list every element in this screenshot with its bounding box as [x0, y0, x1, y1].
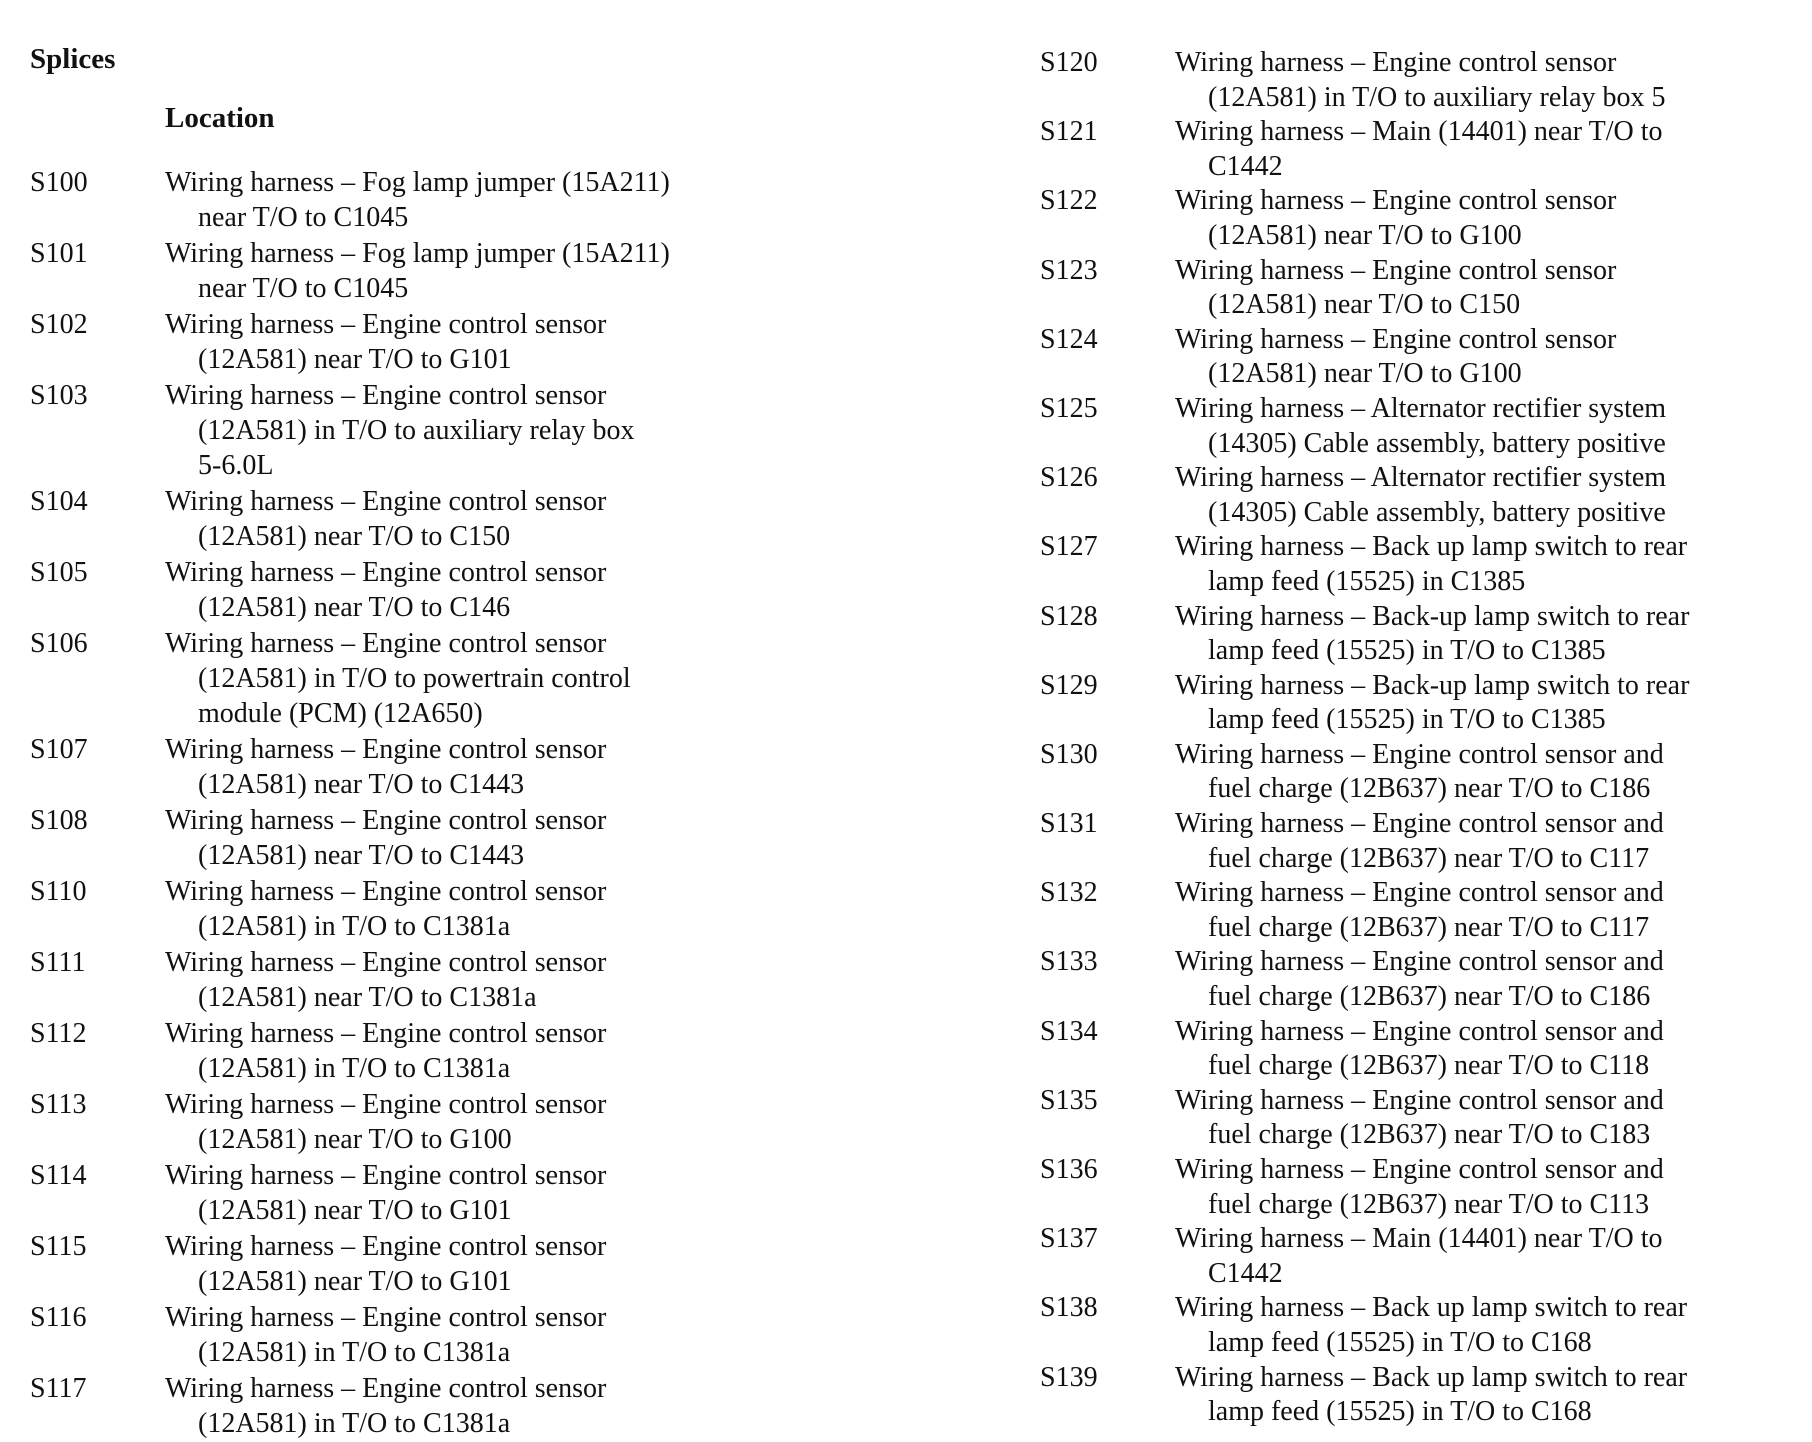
splice-code: S111 [30, 947, 86, 978]
splice-location: Wiring harness – Engine control sensor (12A581) near T/O to G101 [165, 309, 607, 375]
splice-code: S105 [30, 557, 88, 588]
splice-location: Wiring harness – Engine control sensor (12A581) near T/O to C150 [1175, 254, 1617, 321]
splice-entry [1040, 254, 1800, 323]
page-title: Splices [30, 43, 116, 75]
splice-entry [1040, 600, 1800, 669]
splice-code: S104 [30, 486, 88, 517]
splice-entry [1040, 530, 1800, 599]
splice-entry [1040, 461, 1800, 530]
splice-location: Wiring harness – Back up lamp switch to rear lamp feed (15525) in C1385 [1175, 531, 1688, 597]
splice-entry [30, 555, 930, 625]
splice-code: S133 [1040, 946, 1098, 978]
splice-code: S130 [1040, 738, 1098, 770]
splice-location: Wiring harness – Engine control sensor and fuel charge (12B637) near T/O to C186 [1175, 738, 1664, 805]
splice-location: Wiring harness – Engine control sensor (12A581) near T/O to C1381a [165, 947, 607, 1013]
splice-code: S129 [1040, 669, 1098, 701]
splice-code: S107 [30, 734, 88, 765]
splice-location: Wiring harness – Engine control sensor and fuel charge (12B637) near T/O to C186 [1175, 946, 1664, 1013]
splice-entry [30, 307, 930, 377]
left-splice-list [30, 165, 930, 1442]
splice-code: S101 [30, 238, 88, 269]
splice-location: Wiring harness – Engine control sensor (12A581) near T/O to C150 [165, 486, 607, 552]
splice-entry [1040, 738, 1800, 807]
splice-entry [1040, 46, 1800, 115]
splice-entry [30, 1300, 930, 1370]
splice-entry [1040, 1291, 1800, 1360]
splice-location: Wiring harness – Engine control sensor (12A581) near T/O to G100 [165, 1089, 607, 1155]
splice-code: S100 [30, 167, 88, 198]
splice-code: S117 [30, 1373, 87, 1404]
splice-entry [30, 484, 930, 554]
splice-code: S124 [1040, 323, 1098, 355]
splice-location: Wiring harness – Engine control sensor (12A581) near T/O to G101 [165, 1160, 607, 1226]
splice-code: S106 [30, 628, 88, 659]
splice-entry [1040, 392, 1800, 461]
right-splice-list [1040, 46, 1800, 1430]
splice-entry [1040, 1361, 1800, 1430]
splice-entry [30, 1229, 930, 1299]
splice-code: S136 [1040, 1154, 1098, 1185]
splice-location: Wiring harness – Engine control sensor (12A581) near T/O to G101 [165, 1231, 607, 1297]
splice-location: Wiring harness – Back up lamp switch to rear lamp feed (15525) in T/O to C168 [1175, 1292, 1688, 1358]
splice-code: S116 [30, 1302, 87, 1333]
splice-location: Wiring harness – Engine control sensor (12A581) near T/O to C1443 [165, 805, 607, 871]
splice-location: Wiring harness – Engine control sensor (12A581) in T/O to C1381a [165, 876, 607, 942]
splice-code: S126 [1040, 462, 1098, 494]
splice-entry [30, 732, 930, 802]
splice-entry [30, 1371, 930, 1441]
splice-code: S120 [1040, 47, 1098, 78]
splice-location: Wiring harness – Back-up lamp switch to rear lamp feed (15525) in T/O to C1385 [1175, 669, 1690, 736]
splice-code: S110 [30, 876, 87, 907]
splice-location: Wiring harness – Main (14401) near T/O to C1442 [1175, 1223, 1663, 1289]
splice-location: Wiring harness – Engine control sensor (12A581) in T/O to auxiliary relay box 5-6.0L [165, 380, 635, 481]
splice-entry [30, 945, 930, 1015]
splice-location: Wiring harness – Engine control sensor and fuel charge (12B637) near T/O to C117 [1175, 808, 1664, 874]
splice-code: S128 [1040, 600, 1098, 632]
splice-code: S123 [1040, 254, 1098, 286]
splice-location: Wiring harness – Alternator rectifier system (14305) Cable assembly, battery positive [1175, 462, 1667, 528]
splice-entry [30, 626, 930, 731]
splice-code: S134 [1040, 1015, 1098, 1047]
splice-code: S113 [30, 1089, 87, 1120]
splice-entry [1040, 876, 1800, 945]
splice-entry [1040, 1153, 1800, 1222]
splice-entry [1040, 115, 1800, 184]
splice-location: Wiring harness – Engine control sensor (12A581) near T/O to G100 [1175, 323, 1617, 390]
splice-location: Wiring harness – Main (14401) near T/O to C1442 [1175, 116, 1663, 182]
splice-entry [30, 165, 930, 235]
splice-location: Wiring harness – Engine control sensor and fuel charge (12B637) near T/O to C113 [1175, 1154, 1664, 1220]
splice-location: Wiring harness – Engine control sensor (12A581) in T/O to powertrain control module (PCM) (12A650) [165, 628, 631, 729]
splice-code: S115 [30, 1231, 87, 1262]
splice-location: Wiring harness – Engine control sensor (12A581) in T/O to C1381a [165, 1018, 607, 1084]
splice-code: S112 [30, 1018, 87, 1049]
splice-code: S103 [30, 380, 88, 411]
splice-entry [30, 803, 930, 873]
splice-location: Wiring harness – Engine control sensor (12A581) in T/O to C1381a [165, 1373, 607, 1439]
splice-code: S122 [1040, 185, 1098, 217]
splice-location: Wiring harness – Fog lamp jumper (15A211) near T/O to C1045 [165, 238, 670, 304]
splice-location: Wiring harness – Engine control sensor and fuel charge (12B637) near T/O to C118 [1175, 1015, 1664, 1082]
splice-entry [1040, 1015, 1800, 1084]
splice-location: Wiring harness – Alternator rectifier system (14305) Cable assembly, battery positive [1175, 392, 1667, 459]
splice-location: Wiring harness – Back-up lamp switch to rear lamp feed (15525) in T/O to C1385 [1175, 600, 1690, 667]
splice-location: Wiring harness – Engine control sensor (12A581) in T/O to C1381a [165, 1302, 607, 1368]
splice-code: S102 [30, 309, 88, 340]
splice-entry [1040, 669, 1800, 738]
splice-code: S135 [1040, 1084, 1098, 1116]
splice-code: S121 [1040, 116, 1098, 148]
splice-location: Wiring harness – Fog lamp jumper (15A211) near T/O to C1045 [165, 167, 670, 233]
splice-location: Wiring harness – Engine control sensor and fuel charge (12B637) near T/O to C117 [1175, 877, 1664, 943]
splice-location: Wiring harness – Engine control sensor (12A581) in T/O to auxiliary relay box 5 [1175, 47, 1666, 113]
splice-code: S114 [30, 1160, 87, 1191]
splice-entry [30, 1016, 930, 1086]
splice-entry [30, 1087, 930, 1157]
splice-entry [30, 874, 930, 944]
splice-code: S125 [1040, 392, 1098, 424]
splice-entry [1040, 945, 1800, 1014]
splice-entry [1040, 807, 1800, 876]
splice-code: S127 [1040, 531, 1098, 563]
splice-location: Wiring harness – Engine control sensor (12A581) near T/O to G100 [1175, 185, 1617, 251]
splice-entry [1040, 1084, 1800, 1153]
splice-location: Wiring harness – Back up lamp switch to rear lamp feed (15525) in T/O to C168 [1175, 1361, 1688, 1428]
splice-code: S137 [1040, 1223, 1098, 1255]
splice-code: S131 [1040, 808, 1098, 840]
splice-entry [30, 236, 930, 306]
splice-entry [1040, 1222, 1800, 1291]
splice-entry [1040, 184, 1800, 253]
splice-location: Wiring harness – Engine control sensor and fuel charge (12B637) near T/O to C183 [1175, 1084, 1664, 1151]
splice-code: S138 [1040, 1292, 1098, 1324]
splice-entry [30, 378, 930, 483]
splice-code: S108 [30, 805, 88, 836]
splice-code: S132 [1040, 877, 1098, 909]
splice-entry [1040, 323, 1800, 392]
splice-location: Wiring harness – Engine control sensor (12A581) near T/O to C1443 [165, 734, 607, 800]
splice-entry [30, 1158, 930, 1228]
splice-code: S139 [1040, 1361, 1098, 1393]
splice-location: Wiring harness – Engine control sensor (12A581) near T/O to C146 [165, 557, 607, 623]
location-heading: Location [165, 102, 275, 134]
